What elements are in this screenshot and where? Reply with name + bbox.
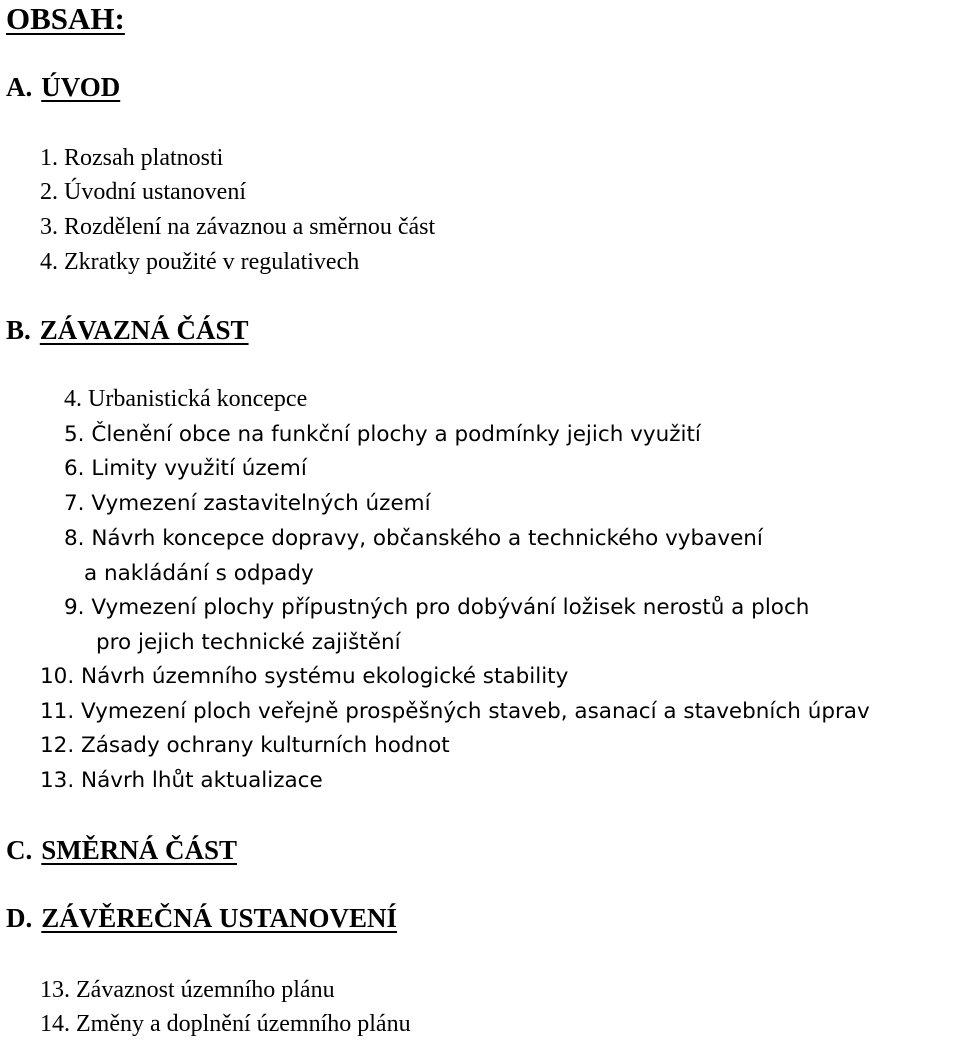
- toc-item: 14. Změny a doplnění územního plánu: [40, 1011, 411, 1037]
- section-title: ZÁVĚREČNÁ USTANOVENÍ: [41, 903, 398, 933]
- toc-item: 5. Členění obce na funkční plochy a podmínky jejich využití: [64, 422, 701, 447]
- section-letter: C.: [6, 835, 33, 865]
- toc-item: 6. Limity využití území: [64, 456, 307, 481]
- section-title: SMĚRNÁ ČÁST: [41, 835, 238, 865]
- section-a-heading: [6, 74, 120, 101]
- section-letter: D.: [6, 903, 33, 933]
- section-letter: B.: [6, 315, 31, 345]
- toc-item: 10. Návrh územního systému ekologické stability: [40, 664, 569, 689]
- toc-item: 4. Zkratky použité v regulativech: [40, 249, 360, 275]
- toc-item: 11. Vymezení ploch veřejně prospěšných staveb, asanací a stavebních úprav: [40, 699, 870, 724]
- section-d-heading: [6, 905, 397, 932]
- toc-item: 3. Rozdělení na závaznou a směrnou část: [40, 214, 436, 240]
- section-b-heading: [6, 317, 249, 344]
- toc-item: 1. Rozsah platnosti: [40, 145, 224, 171]
- toc-item: 13. Návrh lhůt aktualizace: [40, 768, 323, 793]
- toc-item-continuation: pro jejich technické zajištění: [96, 630, 401, 655]
- toc-item: 2. Úvodní ustanovení: [40, 179, 246, 205]
- toc-item: 7. Vymezení zastavitelných území: [64, 491, 431, 516]
- page-title: OBSAH:: [6, 1, 125, 36]
- toc-item: 8. Návrh koncepce dopravy, občanského a technického vybavení: [64, 526, 763, 551]
- toc-item-continuation: a nakládání s odpady: [84, 561, 314, 586]
- section-title: ZÁVAZNÁ ČÁST: [39, 315, 249, 345]
- section-letter: A.: [6, 72, 33, 102]
- toc-item: 4. Urbanistická koncepce: [64, 386, 308, 412]
- toc-item: 9. Vymezení plochy přípustných pro dobývání ložisek nerostů a ploch: [64, 595, 810, 620]
- toc-item: 12. Zásady ochrany kulturních hodnot: [40, 733, 450, 758]
- toc-item: 13. Závaznost územního plánu: [40, 977, 335, 1003]
- section-title: ÚVOD: [41, 72, 121, 102]
- section-c-heading: [6, 837, 237, 864]
